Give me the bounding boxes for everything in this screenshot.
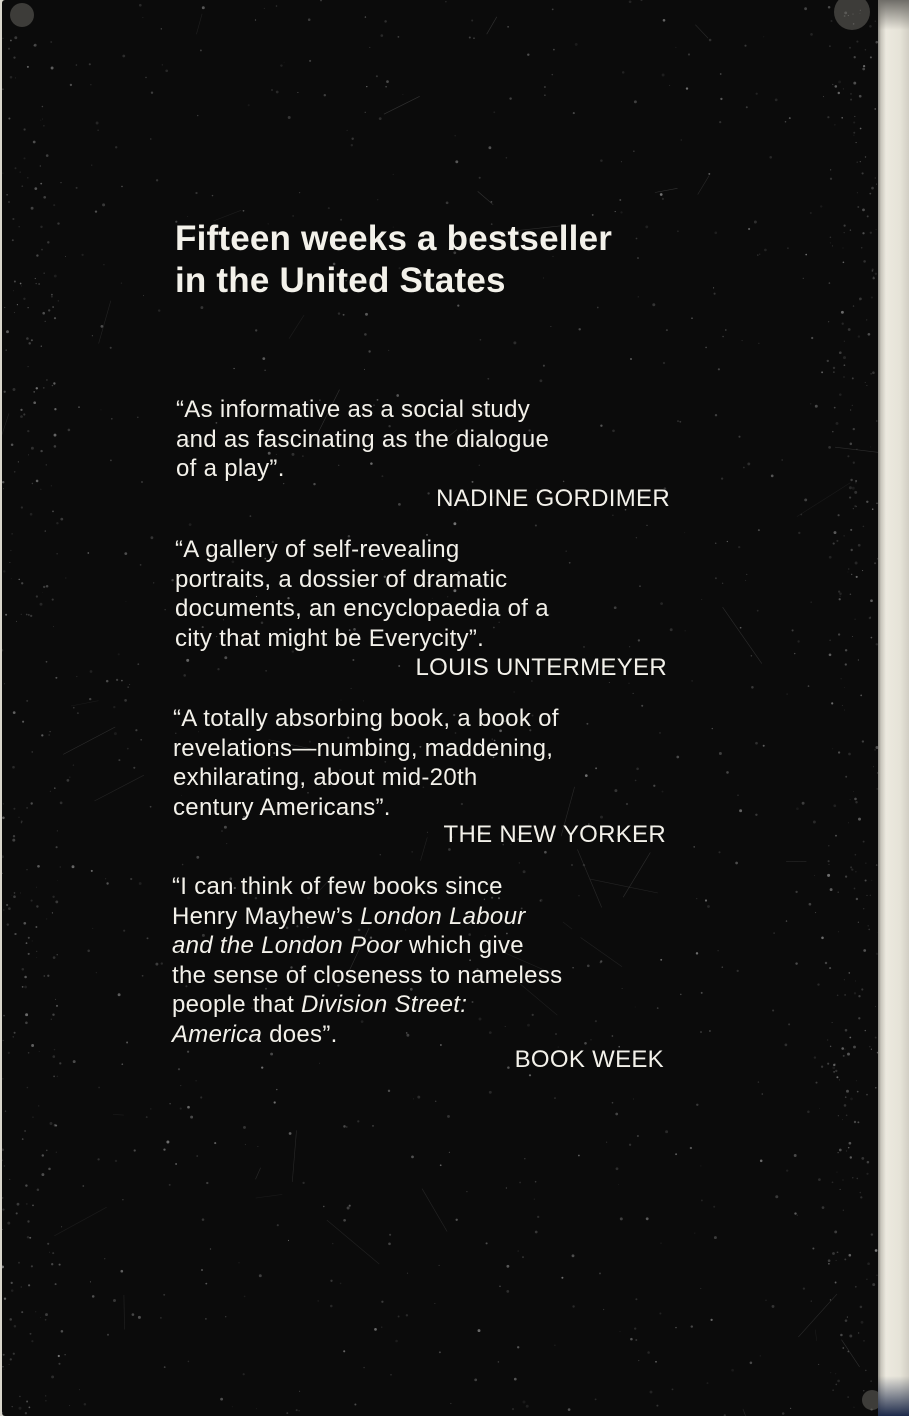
headline-line-1: Fifteen weeks a bestseller <box>175 219 613 258</box>
spine-wear-top <box>878 0 909 30</box>
review-source-3: THE NEW YORKER <box>443 821 666 848</box>
review-quote-1 <box>176 395 549 484</box>
quote-line: and the London Poor which give <box>172 932 524 959</box>
quote-line: documents, an encyclopaedia of a <box>175 595 549 622</box>
review-source-1: NADINE GORDIMER <box>436 485 670 512</box>
review-quote-3 <box>173 704 559 822</box>
book-title-italic: London Labour <box>360 902 526 930</box>
quote-line: Henry Mayhew’s London Labour <box>172 902 526 930</box>
quote-line: “As informative as a social study <box>176 396 531 423</box>
quote-line: and as fascinating as the dialogue <box>176 425 550 453</box>
quote-line: the sense of closeness to nameless <box>172 961 563 989</box>
quote-line: “A gallery of self-revealing <box>175 536 460 563</box>
review-source-2: LOUIS UNTERMEYER <box>415 654 667 681</box>
quote-line: revelations—numbing, maddening, <box>173 734 554 762</box>
quote-line: of a play”. <box>176 455 285 482</box>
review-source-4: BOOK WEEK <box>514 1046 664 1073</box>
book-title-italic: and the London Poor <box>172 932 402 959</box>
review-quote-4 <box>172 872 562 1049</box>
book-title-italic: America <box>172 1020 263 1048</box>
quote-line: America does”. <box>172 1020 338 1048</box>
quote-line: city that might be Everycity”. <box>175 624 485 652</box>
quote-line: people that Division Street: <box>172 991 468 1018</box>
quote-line: exhilarating, about mid-20th <box>173 764 478 791</box>
book-title-italic: Division Street: <box>301 991 468 1018</box>
quote-line: “A totally absorbing book, a book of <box>173 705 559 732</box>
quote-line: century Americans”. <box>173 793 391 821</box>
spine-wear-bottom <box>878 1376 909 1416</box>
spine-edge <box>878 0 909 1416</box>
headline <box>175 218 612 302</box>
quote-line: “I can think of few books since <box>172 873 503 900</box>
review-quote-2 <box>175 535 549 653</box>
quote-line: portraits, a dossier of dramatic <box>175 565 508 593</box>
headline-line-2: in the United States <box>175 261 506 300</box>
